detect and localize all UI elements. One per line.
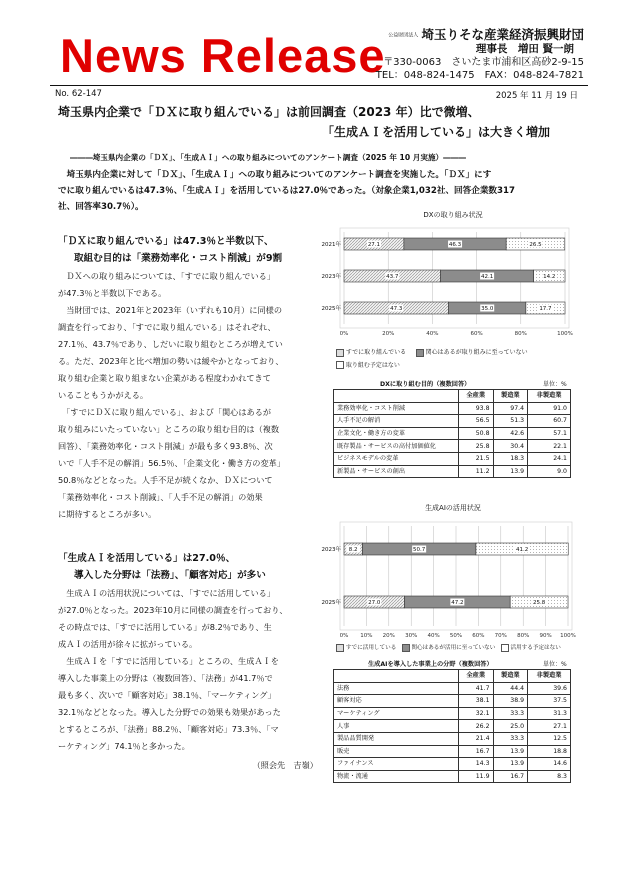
- table-cell: 33.3: [493, 732, 528, 745]
- row-label: 企業文化・働き方の変革: [334, 427, 459, 440]
- table-cell: 9.0: [528, 465, 571, 478]
- legend-swatch: [336, 644, 344, 652]
- tel-fax: TEL：048-824-1475 FAX：048-824-7821: [375, 70, 584, 81]
- category-label: 2021年: [321, 242, 341, 248]
- table-cell: 42.6: [493, 427, 528, 440]
- legend-swatch: [402, 644, 410, 652]
- chart-dx-title: DXの取り組み状況: [423, 211, 483, 219]
- table-cell: 27.1: [528, 720, 571, 733]
- table-cell: 32.1: [459, 707, 494, 720]
- legend-label: 関心はあるが活用に至っていない: [411, 645, 496, 651]
- table-cell: 60.7: [528, 415, 571, 428]
- chart-dx-plot: [322, 228, 573, 337]
- tick-label: 40%: [427, 633, 440, 639]
- address: 〒330-0063 さいたま市浦和区高砂2-9-15: [383, 57, 584, 68]
- intro-line: でに取り組んでいるは47.3％、「生成ＡＩ」を活用しているは27.0％であった。（対象企業1,032社、回答企業数317: [58, 186, 515, 196]
- intro-paragraph: [58, 167, 578, 215]
- tick-label: 20%: [382, 633, 395, 639]
- row-label: 販売: [334, 745, 459, 758]
- table-header-cell: [334, 390, 459, 403]
- row-label: 新製品・サービスの創出: [334, 465, 459, 478]
- table-cell: 31.3: [528, 707, 571, 720]
- section-dx-line: る。ただ、2023年と比べ増加の勢いは緩やかとなっており、: [58, 356, 284, 366]
- section-ai-line: その時点では、「すでに活用している」が8.2％であり、生: [58, 622, 272, 632]
- data-label: 27.0: [368, 600, 381, 606]
- table-row: [334, 465, 571, 478]
- table-cell: 16.7: [493, 770, 528, 783]
- row-label: 人事: [334, 720, 459, 733]
- tick-label: 20%: [382, 331, 395, 337]
- table-cell: 21.5: [459, 452, 494, 465]
- row-label: 顧客対応: [334, 695, 459, 708]
- table-cell: 39.6: [528, 682, 571, 695]
- tick-label: 70%: [494, 633, 507, 639]
- chart-ai-legend: [336, 643, 561, 652]
- table-row: [334, 695, 571, 708]
- data-label: 35.0: [481, 306, 494, 312]
- category-label: 2023年: [321, 547, 341, 553]
- table-cell: 13.9: [493, 745, 528, 758]
- legend-swatch: [501, 644, 509, 652]
- table-cell: 33.3: [493, 707, 528, 720]
- table-ai-field: [333, 669, 571, 783]
- section-ai-line: が27.0％となった。2023年10月に同様の調査を行っており、: [58, 605, 288, 615]
- row-label: 業務効率化・コスト削減: [334, 402, 459, 415]
- table-header-row: [334, 390, 571, 403]
- section-ai-line: 導入した事業上の分野は（複数回答）、「法務」が41.7％で: [58, 673, 273, 683]
- organization-name: [376, 28, 584, 43]
- table-cell: 26.2: [459, 720, 494, 733]
- row-label: 製品品質開発: [334, 732, 459, 745]
- section-ai-line: 32.1％などとなった。導入した分野での効果も効果があった: [58, 707, 281, 717]
- section-dx-line: 調査を行っており、「すでに取り組んでいる」はそれぞれ、: [58, 322, 276, 332]
- table-cell: 14.3: [459, 758, 494, 771]
- section-ai-body: [58, 585, 328, 755]
- table-cell: 30.4: [493, 440, 528, 453]
- table-header-cell: 非製造業: [528, 670, 571, 683]
- table-row: [334, 732, 571, 745]
- tick-label: 80%: [514, 331, 527, 337]
- section-dx-line: いで「人手不足の解消」56.5％、「企業文化・働き方の変革」: [58, 458, 286, 468]
- legend-label: 取り組む予定はない: [345, 361, 400, 369]
- table-dx-unit: 単位：%: [543, 381, 567, 388]
- row-label: ビジネスモデルの変革: [334, 452, 459, 465]
- legend-swatch: [416, 349, 424, 357]
- table-header-cell: 製造業: [493, 390, 528, 403]
- data-label: 17.7: [539, 306, 552, 312]
- section-dx-line: 取り組む企業と取り組まない企業がある程度わかれてきて: [58, 373, 271, 383]
- row-label: ファイナンス: [334, 758, 459, 771]
- tick-label: 0%: [339, 633, 349, 639]
- table-cell: 56.5: [459, 415, 494, 428]
- organization-block: [376, 28, 584, 82]
- release-number: No. 62-147: [55, 89, 102, 99]
- section-dx-heading-2: 取組む目的は「業務効率化・コスト削減」が9割: [74, 253, 283, 264]
- chart-dx-legend: [336, 347, 528, 369]
- legend-swatch: [336, 361, 344, 369]
- chairman: 理事長 増田 賢一朗: [475, 43, 574, 55]
- data-label: 46.3: [448, 242, 462, 248]
- category-label: 2025年: [321, 600, 341, 606]
- table-row: [334, 770, 571, 783]
- tick-label: 30%: [405, 633, 418, 639]
- table-cell: 97.4: [493, 402, 528, 415]
- chart-ai-plot: [322, 522, 576, 639]
- data-label: 47.3: [390, 306, 403, 312]
- row-label: 既存製品・サービスの高付加価値化: [334, 440, 459, 453]
- tick-label: 100%: [557, 331, 573, 337]
- contact-person: （照会先 吉嶺）: [252, 760, 318, 770]
- table-row: [334, 758, 571, 771]
- table-row: [334, 402, 571, 415]
- data-label: 25.8: [532, 600, 546, 606]
- row-label: 物流・流通: [334, 770, 459, 783]
- table-cell: 38.1: [459, 695, 494, 708]
- section-dx-line: ＤＸへの取り組みについては、「すでに取り組んでいる」: [58, 271, 276, 281]
- table-cell: 18.8: [528, 745, 571, 758]
- section-ai: [58, 550, 328, 774]
- data-label: 26.5: [529, 242, 542, 248]
- table-cell: 44.4: [493, 682, 528, 695]
- tick-label: 0%: [339, 331, 349, 337]
- organization-title: 埼玉りそな産業経済振興財団: [421, 27, 584, 42]
- table-row: [334, 440, 571, 453]
- section-dx-line: 「すでにＤＸに取り組んでいる」、および「関心はあるが: [58, 407, 272, 417]
- section-ai-heading-2: 導入した分野は「法務」、「顧客対応」が多い: [74, 570, 266, 581]
- organization-type: 公益財団法人: [388, 32, 419, 39]
- legend-label: すでに取り組んでいる: [345, 349, 407, 356]
- tick-label: 60%: [472, 633, 485, 639]
- headline-line-1: 埼玉県内企業で「ＤＸに取り組んでいる」は前回調査（2023 年）比で微増、: [58, 105, 480, 119]
- table-ai-field-title: 生成AIを導入した事業上の分野（複数回答）: [368, 661, 493, 668]
- section-dx-line: が47.3％と半数以下である。: [58, 288, 167, 298]
- category-label: 2025年: [321, 306, 341, 312]
- section-ai-line: とするところが、「法務」88.2％、「顧客対応」73.3％、「マ: [58, 724, 279, 734]
- data-label: 27.1: [367, 242, 381, 248]
- tick-label: 10%: [360, 633, 373, 639]
- tick-label: 100%: [560, 633, 576, 639]
- section-ai-line: ーケティング」74.1％と多かった。: [58, 741, 190, 751]
- table-row: [334, 427, 571, 440]
- table-header-cell: [334, 670, 459, 683]
- table-cell: 57.1: [528, 427, 571, 440]
- data-label: 50.7: [413, 547, 426, 553]
- section-ai-line: 成ＡＩの活用が徐々に拡がっている。: [58, 639, 198, 649]
- section-dx-line: いることもうかがえる。: [58, 390, 149, 400]
- table-cell: 25.8: [459, 440, 494, 453]
- data-label: 42.1: [480, 274, 494, 280]
- table-cell: 25.0: [493, 720, 528, 733]
- section-dx-line: 取り組みにいたっていない」ところの取り組む目的は（複数: [58, 424, 280, 434]
- section-dx-line: に期待するところが多い。: [58, 509, 157, 519]
- data-label: 8.2: [348, 547, 358, 553]
- section-ai-line: 生成ＡＩを「すでに活用している」ところの、生成ＡＩを: [58, 656, 279, 666]
- table-header-cell: 全産業: [459, 670, 494, 683]
- section-dx-line: 27.1％、43.7％であり、しだいに取り組むところが増えてい: [58, 339, 283, 349]
- table-row: [334, 707, 571, 720]
- legend-label: すでに活用している: [345, 645, 397, 651]
- data-label: 47.2: [451, 600, 464, 606]
- intro-line: 社、回答率30.7％）。: [58, 202, 144, 212]
- table-cell: 24.1: [528, 452, 571, 465]
- table-cell: 13.9: [493, 465, 528, 478]
- table-cell: 18.3: [493, 452, 528, 465]
- table-header-cell: 全産業: [459, 390, 494, 403]
- table-header-row: [334, 670, 571, 683]
- table-dx-purpose: [333, 389, 571, 478]
- data-label: 43.7: [386, 274, 399, 280]
- section-ai-heading-1: 「生成ＡＩを活用している」は27.0％、: [58, 553, 236, 564]
- section-dx-heading-1: 「ＤＸに取り組んでいる」は47.3％と半数以下、: [58, 236, 274, 247]
- data-label: 14.2: [543, 274, 556, 280]
- table-cell: 93.8: [459, 402, 494, 415]
- table-cell: 11.9: [459, 770, 494, 783]
- table-cell: 11.2: [459, 465, 494, 478]
- legend-label: 活用する予定はない: [510, 645, 561, 651]
- tick-label: 40%: [426, 331, 439, 337]
- headline-line-2: 「生成ＡＩを活用している」は大きく増加: [321, 125, 550, 139]
- section-dx-line: 当財団では、2021年と2023年（いずれも10月）に同様の: [58, 305, 283, 315]
- category-label: 2023年: [321, 274, 341, 280]
- table-row: [334, 415, 571, 428]
- table-cell: 37.5: [528, 695, 571, 708]
- table-header-cell: 製造業: [493, 670, 528, 683]
- tick-label: 90%: [539, 633, 552, 639]
- table-row: [334, 745, 571, 758]
- table-header-cell: 非製造業: [528, 390, 571, 403]
- table-dx-purpose-title: DXに取り組む目的（複数回答）: [380, 381, 471, 388]
- headline: [58, 102, 578, 142]
- legend-swatch: [336, 349, 344, 357]
- section-ai-line: 最も多く、次いで「顧客対応」38.1％、「マーケティング」: [58, 690, 276, 700]
- news-release-title: News Release: [60, 29, 386, 82]
- chart-ai-title: 生成AIの活用状況: [425, 504, 481, 512]
- table-cell: 91.0: [528, 402, 571, 415]
- subheading: ―――埼玉県内企業の「ＤＸ」、「生成ＡＩ」への取り組みについてのアンケート調査（2025 年 10 月実施）―――: [70, 153, 466, 162]
- table-row: [334, 720, 571, 733]
- table-cell: 8.3: [528, 770, 571, 783]
- table-cell: 12.5: [528, 732, 571, 745]
- table-cell: 50.8: [459, 427, 494, 440]
- tick-label: 50%: [449, 633, 463, 639]
- table-cell: 51.3: [493, 415, 528, 428]
- table-cell: 41.7: [459, 682, 494, 695]
- table-cell: 13.9: [493, 758, 528, 771]
- chart-ai: [316, 518, 578, 646]
- table-row: [334, 452, 571, 465]
- table-cell: 16.7: [459, 745, 494, 758]
- row-label: 法務: [334, 682, 459, 695]
- data-label: 41.2: [515, 547, 529, 553]
- tick-label: 60%: [470, 331, 483, 337]
- table-cell: 38.9: [493, 695, 528, 708]
- release-date: 2025 年 11 月 19 日: [495, 91, 578, 101]
- row-label: マーケティング: [334, 707, 459, 720]
- tick-label: 80%: [517, 633, 530, 639]
- table-cell: 22.1: [528, 440, 571, 453]
- intro-line: 埼玉県内企業に対して「ＤＸ」、「生成ＡＩ」への取り組みについてのアンケート調査を実施した。「ＤＸ」にす: [58, 170, 492, 180]
- section-dx-line: 回答）、「業務効率化・コスト削減」が最も多く93.8％、次: [58, 441, 273, 451]
- header-rule: [50, 85, 588, 86]
- section-dx-line: 50.8％などとなった。人手不足が続くなか、ＤＸについて: [58, 475, 273, 485]
- table-cell: 14.6: [528, 758, 571, 771]
- legend-label: 関心はあるが取り組みに至っていない: [425, 349, 528, 356]
- table-cell: 21.4: [459, 732, 494, 745]
- section-dx-line: 「業務効率化・コスト削減」、「人手不足の解消」の効果: [58, 492, 263, 502]
- section-dx-body: [58, 268, 328, 523]
- table-row: [334, 682, 571, 695]
- table-ai-unit: 単位：%: [543, 661, 567, 668]
- section-dx: [58, 233, 328, 523]
- row-label: 人手不足の解消: [334, 415, 459, 428]
- section-ai-line: 生成ＡＩの活用状況については、「すでに活用している」: [58, 588, 276, 598]
